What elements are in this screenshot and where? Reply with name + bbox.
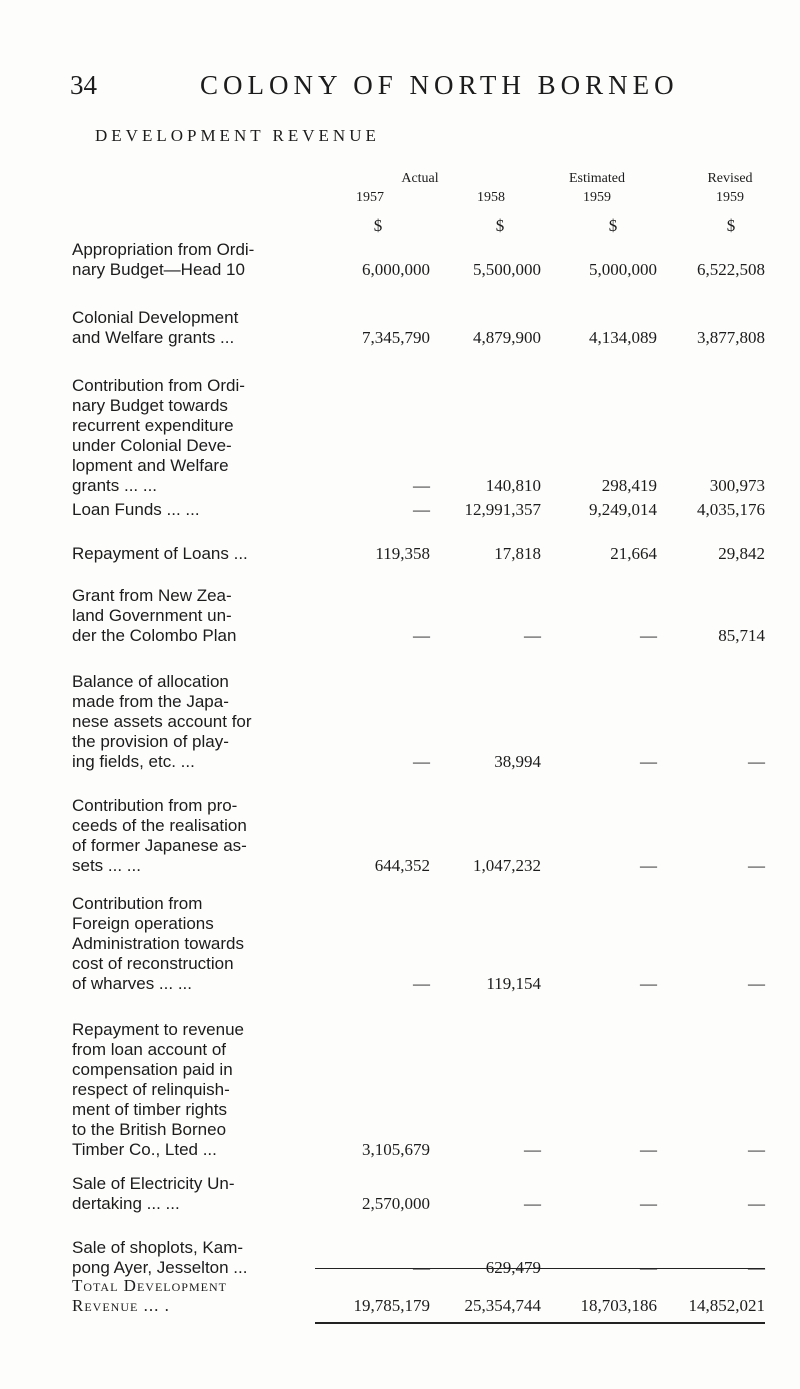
row-label-line: from loan account of bbox=[72, 1040, 227, 1059]
row-label-line: recurrent expenditure bbox=[72, 416, 234, 435]
row-value: 140,810 bbox=[485, 476, 541, 495]
row-value: 6,000,000 bbox=[362, 260, 430, 279]
row-value: — bbox=[748, 1140, 765, 1159]
row-label bbox=[72, 1174, 334, 1214]
row-value: — bbox=[413, 500, 430, 519]
row-label-line: respect of relinquish- bbox=[72, 1080, 230, 1099]
row-value: 5,500,000 bbox=[473, 260, 541, 279]
row-value: — bbox=[640, 752, 657, 771]
row-value: — bbox=[748, 752, 765, 771]
column-header-1958: 1958 bbox=[477, 190, 505, 205]
row-label-line: Timber Co., Lted ... bbox=[72, 1140, 217, 1159]
row-label-line: Colonial Development bbox=[72, 308, 239, 327]
row-value: — bbox=[640, 974, 657, 993]
row-label-line: the provision of play- bbox=[72, 732, 229, 751]
row-label-line: Contribution from bbox=[72, 894, 203, 913]
total-rule-top bbox=[315, 1268, 765, 1269]
row-value: 7,345,790 bbox=[362, 328, 430, 347]
row-label-line: land Government un- bbox=[72, 606, 232, 625]
row-label bbox=[72, 586, 334, 646]
row-label-line: Repayment to revenue bbox=[72, 1020, 244, 1039]
currency-symbol: $ bbox=[726, 216, 736, 235]
row-label-line: and Welfare grants ... bbox=[72, 328, 235, 347]
row-label-line: nary Budget towards bbox=[72, 396, 228, 415]
row-label-line: to the British Borneo bbox=[72, 1120, 227, 1139]
row-value: 629,479 bbox=[485, 1258, 541, 1277]
row-value: 4,035,176 bbox=[697, 500, 765, 519]
row-value: 21,664 bbox=[610, 544, 657, 563]
total-value: 14,852,021 bbox=[688, 1296, 765, 1315]
row-value: — bbox=[413, 626, 430, 645]
row-value: 119,358 bbox=[375, 544, 430, 563]
row-value: — bbox=[640, 626, 657, 645]
row-label-line: nese assets account for bbox=[72, 712, 252, 731]
row-label-line: ceeds of the realisation bbox=[72, 816, 247, 835]
row-label bbox=[72, 796, 334, 876]
column-header-1957: 1957 bbox=[356, 190, 384, 205]
row-label bbox=[72, 1020, 334, 1160]
row-value: — bbox=[524, 626, 541, 645]
column-header-actual: Actual bbox=[401, 171, 439, 186]
row-value: — bbox=[413, 476, 430, 495]
row-label-line: under Colonial Deve- bbox=[72, 436, 232, 455]
row-value: — bbox=[748, 1258, 765, 1277]
column-header-revised: Revised bbox=[707, 171, 753, 186]
row-label bbox=[72, 308, 334, 348]
total-value: 25,354,744 bbox=[464, 1296, 541, 1315]
column-header-revised-year: 1959 bbox=[716, 190, 744, 205]
running-title: COLONY OF NORTH BORNEO bbox=[200, 70, 679, 100]
row-label-line: Contribution from pro- bbox=[72, 796, 238, 815]
row-value: 4,879,900 bbox=[473, 328, 541, 347]
row-value: — bbox=[748, 1194, 765, 1213]
row-label bbox=[72, 544, 334, 564]
row-label-line: made from the Japa- bbox=[72, 692, 229, 711]
row-label bbox=[72, 1238, 334, 1278]
section-title: DEVELOPMENT REVENUE bbox=[95, 126, 380, 145]
row-value: — bbox=[413, 974, 430, 993]
column-header-estimated-year: 1959 bbox=[583, 190, 611, 205]
row-label-line: Balance of allocation bbox=[72, 672, 229, 691]
row-label bbox=[72, 376, 334, 496]
row-value: 29,842 bbox=[718, 544, 765, 563]
row-label bbox=[72, 500, 334, 520]
total-value: 19,785,179 bbox=[353, 1296, 430, 1315]
row-value: 12,991,357 bbox=[464, 500, 541, 519]
row-label-line: ing fields, etc. ... bbox=[72, 752, 195, 771]
row-value: — bbox=[640, 1194, 657, 1213]
row-label bbox=[72, 672, 334, 772]
row-value: 4,134,089 bbox=[589, 328, 657, 347]
row-value: 3,877,808 bbox=[697, 328, 765, 347]
row-label-line: ment of timber rights bbox=[72, 1100, 227, 1119]
row-value: — bbox=[640, 1140, 657, 1159]
row-value: 300,973 bbox=[709, 476, 765, 495]
row-label bbox=[72, 894, 334, 994]
row-label bbox=[72, 240, 334, 280]
row-label-line: Contribution from Ordi- bbox=[72, 376, 245, 395]
row-label-line: sets ... ... bbox=[72, 856, 141, 875]
row-value: 85,714 bbox=[718, 626, 765, 645]
row-value: — bbox=[413, 752, 430, 771]
row-value: 1,047,232 bbox=[473, 856, 541, 875]
row-value: 9,249,014 bbox=[589, 500, 657, 519]
row-label-line: pong Ayer, Jesselton ... bbox=[72, 1258, 248, 1277]
row-label-line: compensation paid in bbox=[72, 1060, 233, 1079]
row-value: — bbox=[640, 1258, 657, 1277]
row-label-line: cost of reconstruction bbox=[72, 954, 234, 973]
row-label-line: Administration towards bbox=[72, 934, 244, 953]
total-label-line: Total Development bbox=[72, 1276, 227, 1295]
row-value: 6,522,508 bbox=[697, 260, 765, 279]
row-label-line: dertaking ... ... bbox=[72, 1194, 180, 1213]
row-value: 298,419 bbox=[601, 476, 657, 495]
row-label-line: Loan Funds ... ... bbox=[72, 500, 200, 519]
row-value: 17,818 bbox=[494, 544, 541, 563]
row-value: — bbox=[524, 1140, 541, 1159]
total-rule-bottom bbox=[315, 1322, 765, 1324]
row-value: — bbox=[640, 856, 657, 875]
row-value: — bbox=[413, 1258, 430, 1277]
row-label-line: grants ... ... bbox=[72, 476, 158, 495]
row-value: 2,570,000 bbox=[362, 1194, 430, 1213]
row-label-line: nary Budget—Head 10 bbox=[72, 260, 245, 279]
currency-symbol: $ bbox=[495, 216, 505, 235]
row-label-line: lopment and Welfare bbox=[72, 456, 229, 475]
row-label-line: Grant from New Zea- bbox=[72, 586, 232, 605]
row-label-line: Repayment of Loans ... bbox=[72, 544, 248, 563]
row-value: — bbox=[524, 1194, 541, 1213]
row-value: 119,154 bbox=[486, 974, 541, 993]
row-value: — bbox=[748, 974, 765, 993]
row-value: — bbox=[748, 856, 765, 875]
page-number: 34 bbox=[70, 70, 97, 100]
row-label-line: of former Japanese as- bbox=[72, 836, 247, 855]
row-value: 3,105,679 bbox=[362, 1140, 430, 1159]
column-header-estimated: Estimated bbox=[569, 171, 625, 186]
row-label-line: Foreign operations bbox=[72, 914, 214, 933]
total-value: 18,703,186 bbox=[580, 1296, 657, 1315]
row-value: 38,994 bbox=[494, 752, 541, 771]
row-value: 644,352 bbox=[374, 856, 430, 875]
row-label-line: of wharves ... ... bbox=[72, 974, 192, 993]
row-label-line: Sale of shoplots, Kam- bbox=[72, 1238, 244, 1257]
row-label-line: Sale of Electricity Un- bbox=[72, 1174, 235, 1193]
row-label-line: der the Colombo Plan bbox=[72, 626, 237, 645]
total-label bbox=[72, 1276, 227, 1316]
row-label-line: Appropriation from Ordi- bbox=[72, 240, 255, 259]
currency-symbol: $ bbox=[373, 216, 383, 235]
currency-symbol: $ bbox=[608, 216, 618, 235]
row-value: 5,000,000 bbox=[589, 260, 657, 279]
total-label-line: Revenue ... . bbox=[72, 1296, 170, 1315]
